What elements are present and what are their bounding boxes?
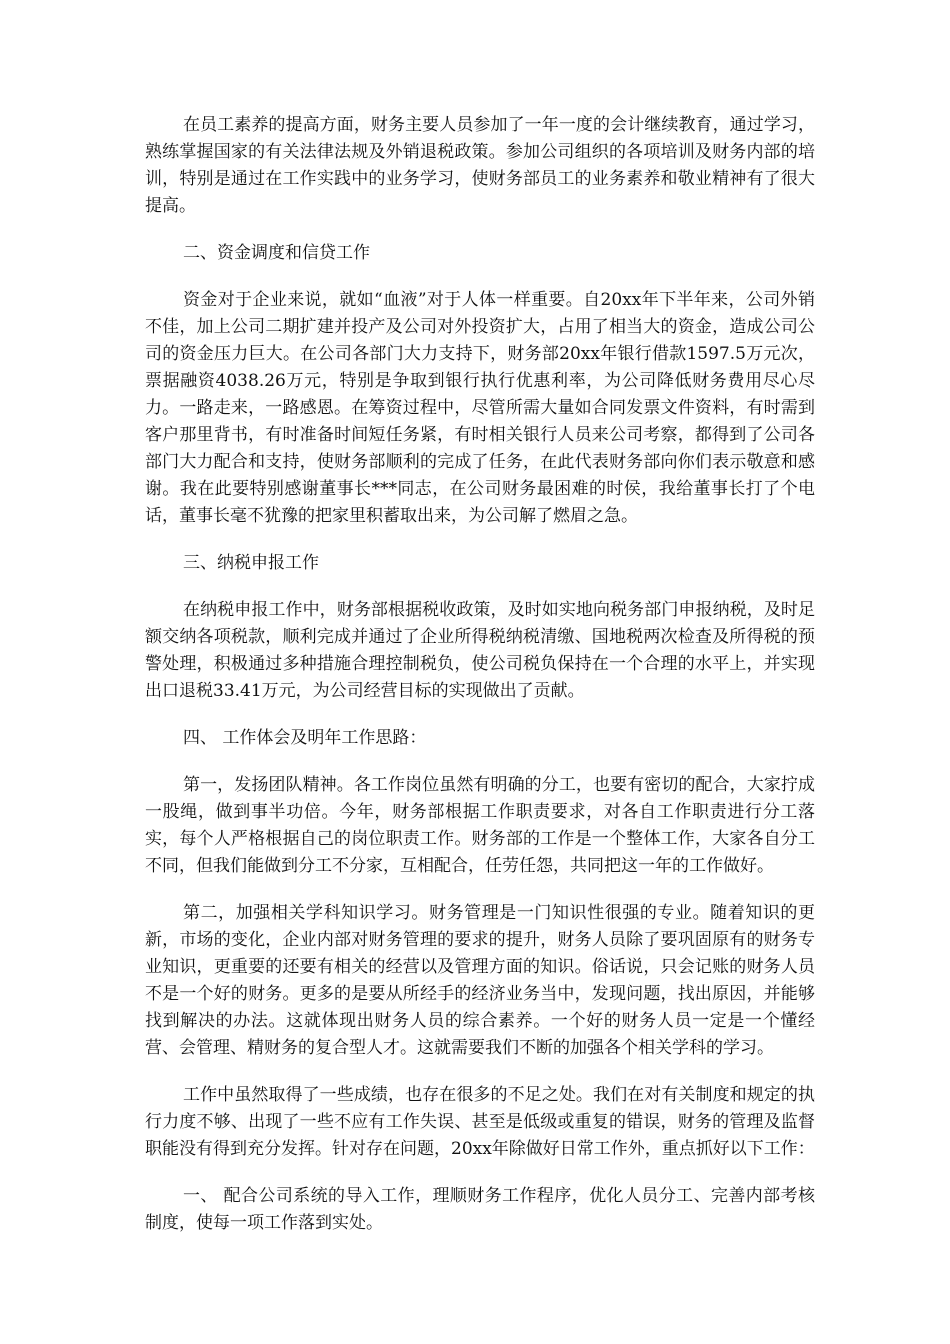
paragraph-staff-quality: 在员工素养的提高方面，财务主要人员参加了一年一度的会计继续教育，通过学习，熟练掌握国家的有关法律法规及外销退税政策。参加公司组织的各项培训及财务内部的培训，特别是通过在工作实践中的业务学习，使财务部员工的业务素养和敬业精神有了很大提高。 bbox=[145, 115, 815, 216]
section-heading-experience: 四、 工作体会及明年工作思路： bbox=[183, 728, 427, 748]
document-body bbox=[145, 112, 815, 1257]
section-heading-tax: 三、纳税申报工作 bbox=[183, 553, 319, 573]
section-heading-funds: 二、资金调度和信贷工作 bbox=[183, 243, 370, 263]
paragraph-learning: 第二，加强相关学科知识学习。财务管理是一门知识性很强的专业。随着知识的更新，市场的变化，企业内部对财务管理的要求的提升，财务人员除了要巩固原有的财务专业知识，更重要的还要有相关的经营以及管理方面的知识。俗话说，只会记账的财务人员不是一个好的财务。更多的是要从所经手的经济业务当中，发现问题，找出原因，并能够找到解决的办法。这就体现出财务人员的综合素养。一个好的财务人员一定是一个懂经营、会管理、精财务的复合型人才。这就需要我们不断的加强各个相关学科的学习。 bbox=[145, 903, 815, 1058]
paragraph-shortcomings: 工作中虽然取得了一些成绩，也存在很多的不足之处。我们在对有关制度和规定的执行力度不够、出现了一些不应有工作失误、甚至是低级或重复的错误，财务的管理及监督职能没有得到充分发挥。针对存在问题，20xx年除做好日常工作外，重点抓好以下工作： bbox=[145, 1085, 815, 1159]
paragraph-tax: 在纳税申报工作中，财务部根据税收政策，及时如实地向税务部门申报纳税，及时足额交纳各项税款，顺利完成并通过了企业所得税纳税清缴、国地税两次检查及所得税的预警处理，积极通过多种措施合理控制税负，使公司税负保持在一个合理的水平上，并实现出口退税33.41万元，为公司经营目标的实现做出了贡献。 bbox=[145, 600, 815, 701]
paragraph-plan-item-1: 一、 配合公司系统的导入工作，理顺财务工作程序，优化人员分工、完善内部考核制度，使每一项工作落到实处。 bbox=[145, 1186, 815, 1233]
paragraph-funds: 资金对于企业来说，就如“血液”对于人体一样重要。自20xx年下半年来，公司外销不佳，加上公司二期扩建并投产及公司对外投资扩大，占用了相当大的资金，造成公司公司的资金压力巨大。在公司各部门大力支持下，财务部20xx年银行借款1597.5万元次，票据融资4038.26万元，特别是争取到银行执行优惠利率，为公司降低财务费用尽心尽力。一路走来，一路感恩。在筹资过程中，尽管所需大量如合同发票文件资料，有时需到客户那里背书，有时准备时间短任务紧，有时相关银行人员来公司考察，都得到了公司各部门大力配合和支持，使财务部顺利的完成了任务，在此代表财务部向你们表示敬意和感谢。我在此要特别感谢董事长***同志，在公司财务最困难的时侯，我给董事长打了个电话，董事长毫不犹豫的把家里积蓄取出来，为公司解了燃眉之急。 bbox=[145, 290, 815, 526]
paragraph-teamwork: 第一，发扬团队精神。各工作岗位虽然有明确的分工，也要有密切的配合，大家拧成一股绳，做到事半功倍。今年，财务部根据工作职责要求，对各自工作职责进行分工落实，每个人严格根据自己的岗位职责工作。财务部的工作是一个整体工作，大家各自分工不同，但我们能做到分工不分家，互相配合，任劳任怨，共同把这一年的工作做好。 bbox=[145, 775, 815, 876]
